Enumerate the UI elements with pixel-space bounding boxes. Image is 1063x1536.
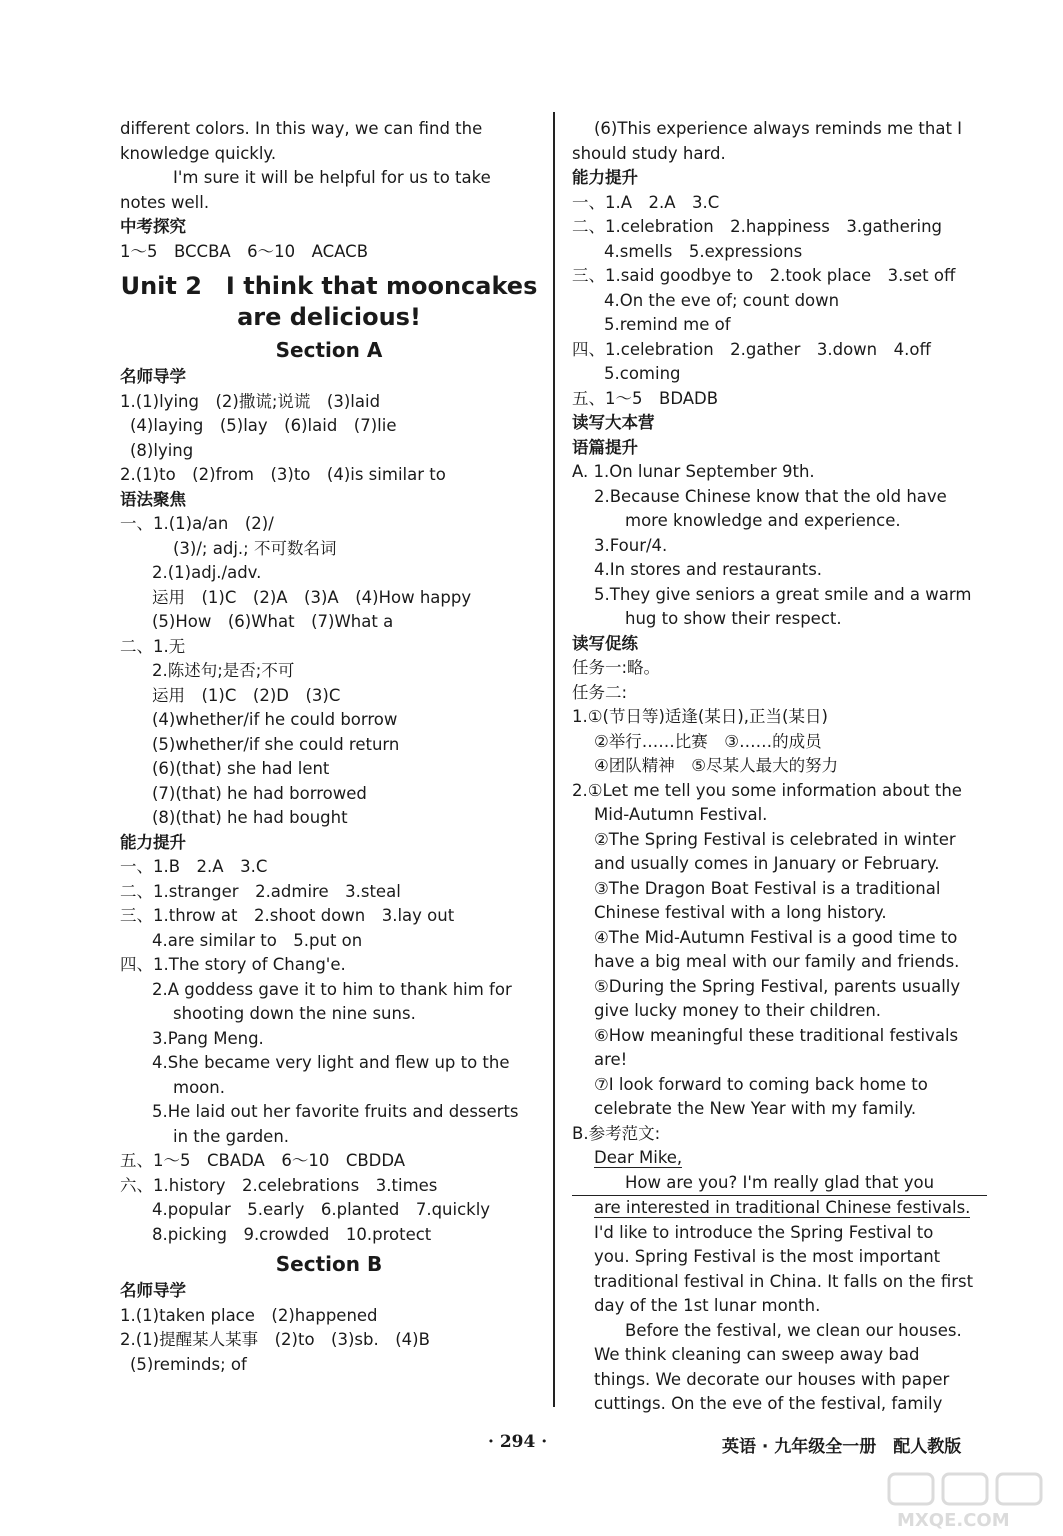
text-line: 5.coming bbox=[604, 364, 681, 383]
text-line: knowledge quickly. bbox=[120, 143, 277, 163]
text-line: 二、1.celebration 2.happiness 3.gathering bbox=[572, 217, 943, 236]
text-line: 1.①(节日等)适逢(某日),正当(某日) bbox=[572, 707, 828, 726]
text-line: ④团队精神 ⑤尽某人最大的努力 bbox=[594, 756, 839, 775]
text-line: 运用 (1)C (2)A (3)A (4)How happy bbox=[152, 587, 472, 607]
text-line: ⑥How meaningful these traditional festivals bbox=[594, 1025, 959, 1045]
text-line: 一、1.B 2.A 3.C bbox=[120, 857, 268, 876]
text-line: and usually comes in January or February. bbox=[594, 854, 940, 873]
text-line: 4.smells 5.expressions bbox=[604, 241, 803, 261]
left-column bbox=[120, 117, 538, 1377]
text-line: 二、1.无 bbox=[120, 636, 186, 656]
text-line: ⑤During the Spring Festival, parents usually bbox=[594, 976, 961, 996]
text-line: I'm sure it will be helpful for us to take bbox=[173, 168, 491, 187]
text-line: 五、1～5 BDADB bbox=[572, 388, 719, 408]
text-line: 2.①Let me tell you some information about the bbox=[572, 780, 962, 800]
text-line: hug to show their respect. bbox=[625, 609, 842, 628]
section-heading: 语篇提升 bbox=[572, 437, 638, 457]
text-line: Chinese festival with a long history. bbox=[594, 903, 887, 922]
column-divider bbox=[553, 112, 555, 1407]
text-line: (4)whether/if he could borrow bbox=[152, 710, 398, 729]
section-heading: 能力提升 bbox=[572, 168, 638, 187]
section-heading: 能力提升 bbox=[120, 832, 186, 852]
text-line: 四、1.celebration 2.gather 3.down 4.off bbox=[572, 339, 931, 359]
text-line: 2.A goddess gave it to him to thank him for bbox=[152, 979, 512, 999]
text-line: 一、1.(1)a/an (2)/ bbox=[120, 514, 274, 533]
text-line: 三、1.throw at 2.shoot down 3.lay out bbox=[120, 906, 455, 925]
text-line: 2.Because Chinese know that the old have bbox=[594, 486, 947, 506]
text-line: 三、1.said goodbye to 2.took place 3.set off bbox=[572, 266, 956, 285]
text-line bbox=[572, 1196, 987, 1221]
text-line: cuttings. On the eve of the festival, family bbox=[594, 1394, 943, 1413]
text-line: have a big meal with our family and friends. bbox=[594, 952, 960, 971]
text-line: (3)/; adj.; 不可数名词 bbox=[173, 538, 337, 558]
text-line: 1.(1)lying (2)撒谎;说谎 (3)laid bbox=[120, 391, 381, 411]
text-line: ③The Dragon Boat Festival is a traditional bbox=[594, 878, 941, 898]
section-heading: 名师导学 bbox=[120, 367, 186, 386]
watermark-logo bbox=[885, 1470, 1055, 1530]
text-line: (6)(that) she had lent bbox=[152, 759, 330, 778]
text-line: should study hard. bbox=[572, 143, 726, 163]
text-line: 5.They give seniors a great smile and a warm bbox=[594, 584, 972, 604]
text-line: (5)How (6)What (7)What a bbox=[152, 612, 394, 631]
text-line: Mid-Autumn Festival. bbox=[594, 805, 768, 824]
underlined-text: Dear Mike, bbox=[594, 1148, 683, 1167]
text-line: 五、1～5 CBADA 6～10 CBDDA bbox=[120, 1151, 406, 1170]
text-line: (7)(that) he had borrowed bbox=[152, 783, 367, 803]
text-line: day of the 1st lunar month. bbox=[594, 1296, 821, 1315]
unit-title: Unit 2 I think that mooncakes are delicious! bbox=[120, 272, 538, 331]
text-line: traditional festival in China. It falls on the first bbox=[594, 1271, 974, 1291]
text-line: 任务一:略。 bbox=[572, 658, 661, 677]
text-line: 5.He laid out her favorite fruits and desserts bbox=[152, 1102, 519, 1121]
text-line: 运用 (1)C (2)D (3)C bbox=[152, 685, 341, 705]
text-line: 5.remind me of bbox=[604, 315, 731, 334]
section-title: Section B bbox=[275, 1252, 383, 1276]
text-line: 1.(1)taken place (2)happened bbox=[120, 1305, 378, 1325]
text-line: (5)whether/if she could return bbox=[152, 734, 400, 754]
text-line: (5)reminds; of bbox=[130, 1354, 247, 1374]
section-heading: 读写促练 bbox=[572, 633, 638, 653]
text-line: 4.In stores and restaurants. bbox=[594, 560, 823, 579]
text-line: notes well. bbox=[120, 192, 210, 212]
text-line: (8)(that) he had bought bbox=[152, 808, 348, 827]
text-line: more knowledge and experience. bbox=[625, 511, 901, 530]
text-line: give lucky money to their children. bbox=[594, 1001, 882, 1020]
text-line: 2.陈述句;是否;不可 bbox=[152, 661, 295, 680]
right-column bbox=[572, 117, 987, 1417]
book-title-footer: 英语 · 九年级全一册 配人教版 bbox=[722, 1437, 962, 1457]
text-line: ②The Spring Festival is celebrated in winter bbox=[594, 829, 956, 849]
text-line: 二、1.stranger 2.admire 3.steal bbox=[120, 881, 401, 901]
text-line: (6)This experience always reminds me that I bbox=[594, 119, 963, 138]
text-line: 3.Pang Meng. bbox=[152, 1028, 264, 1048]
text-line: 3.Four/4. bbox=[594, 535, 668, 555]
text-line: (8)lying bbox=[130, 440, 194, 460]
text-line: celebrate the New Year with my family. bbox=[594, 1099, 917, 1118]
watermark-text: MXQE.COM bbox=[897, 1510, 1010, 1530]
text-line: 2.(1)提醒某人某事 (2)to (3)sb. (4)B bbox=[120, 1330, 430, 1349]
text-line: 4.On the eve of; count down bbox=[604, 290, 840, 310]
section-heading: 语法聚焦 bbox=[120, 489, 186, 509]
text-line: (4)laying (5)lay (6)laid (7)lie bbox=[130, 416, 397, 435]
page-number: · 294 · bbox=[488, 1432, 548, 1452]
text-line: shooting down the nine suns. bbox=[173, 1004, 416, 1023]
text-line: 4.popular 5.early 6.planted 7.quickly bbox=[152, 1200, 491, 1219]
text-line: B.参考范文: bbox=[572, 1123, 661, 1143]
text-line: 1～5 BCCBA 6～10 ACACB bbox=[120, 241, 369, 261]
text-line: 一、1.A 2.A 3.C bbox=[572, 192, 720, 212]
text-line: How are you? I'm really glad that you bbox=[572, 1171, 987, 1197]
section-heading: 名师导学 bbox=[120, 1281, 186, 1300]
text-line: ④The Mid-Autumn Festival is a good time to bbox=[594, 927, 958, 947]
section-heading: 中考探究 bbox=[120, 217, 186, 236]
text-line: 4.are similar to 5.put on bbox=[152, 930, 363, 950]
text-line bbox=[572, 1146, 987, 1171]
text-line: 2.(1)to (2)from (3)to (4)is similar to bbox=[120, 465, 446, 484]
text-line: 四、1.The story of Chang'e. bbox=[120, 955, 346, 974]
underlined-text: are interested in traditional Chinese festivals. bbox=[594, 1198, 971, 1217]
section-title: Section A bbox=[275, 338, 383, 362]
text-line: different colors. In this way, we can find the bbox=[120, 119, 483, 138]
text-line: Before the festival, we clean our houses. bbox=[625, 1320, 962, 1340]
text-line: in the garden. bbox=[173, 1126, 290, 1146]
text-line: I'd like to introduce the Spring Festival to bbox=[594, 1222, 934, 1242]
text-line: ⑦I look forward to coming back home to bbox=[594, 1074, 928, 1094]
text-line: We think cleaning can sweep away bad bbox=[594, 1345, 920, 1364]
text-line: 六、1.history 2.celebrations 3.times bbox=[120, 1175, 438, 1195]
text-line: moon. bbox=[173, 1077, 225, 1097]
text-line: A. 1.On lunar September 9th. bbox=[572, 462, 815, 481]
text-line: 4.She became very light and flew up to the bbox=[152, 1053, 510, 1072]
section-heading: 读写大本营 bbox=[572, 413, 655, 432]
text-line: 8.picking 9.crowded 10.protect bbox=[152, 1224, 432, 1244]
text-line: 任务二: bbox=[572, 682, 628, 702]
text-line: ②举行……比赛 ③……的成员 bbox=[594, 731, 822, 751]
text-line: are! bbox=[594, 1050, 628, 1069]
text-line: 2.(1)adj./adv. bbox=[152, 563, 262, 582]
text-line: things. We decorate our houses with paper bbox=[594, 1369, 950, 1389]
text-line: you. Spring Festival is the most important bbox=[594, 1247, 941, 1266]
